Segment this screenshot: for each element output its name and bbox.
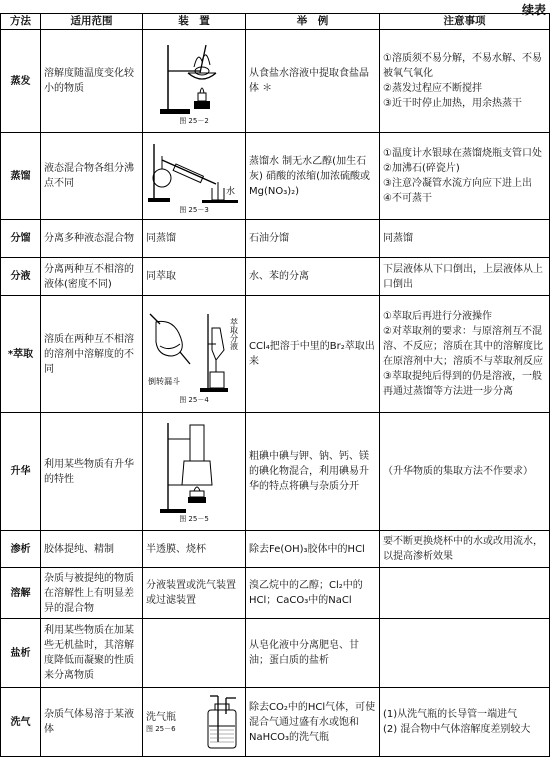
note-line: ③萃取提纯后得到的仍是溶液，一般再通过蒸馏等方法进一步分离 (383, 371, 542, 397)
table-row (1, 296, 550, 413)
note-line: ②蒸发过程应不断搅拌 (383, 83, 482, 94)
example-cell: 溴乙烷中的乙醇；Cl₂中的HCl；CaCO₃中的NaCl (246, 568, 380, 619)
example-cell: 石油分馏 (246, 220, 380, 258)
figure-caption: 图 25－4 (179, 395, 209, 404)
note-line: ③注意冷凝管水流方向应下进上出 (383, 178, 532, 189)
header-notes: 注意事项 (380, 14, 550, 30)
apparatus-cell (143, 619, 246, 688)
note-line: (2) 混合物中气体溶解度差别较大 (383, 724, 531, 735)
note-line: ②对萃取剂的要求：与原溶剂互不混溶、不反应；溶质在其中的溶解度比在原溶剂中大；溶质不与萃取剂反应 (383, 326, 543, 367)
scope-cell: 分离多种液态混合物 (41, 220, 143, 258)
scope-cell: 利用某些物质有升华的特性 (41, 413, 143, 531)
scope-cell: 胶体提纯、精制 (41, 531, 143, 568)
apparatus-cell: 分液装置或洗气装置或过滤装置 (143, 568, 246, 619)
water-label: 水 (226, 186, 236, 197)
scope-cell: 液态混合物各组分沸点不同 (41, 133, 143, 220)
note-line: ①温度计水银球在蒸馏烧瓶支管口处 (383, 148, 542, 159)
gas-washing-bottle-icon (202, 694, 242, 750)
table-row (1, 133, 550, 220)
method-cell: 分液 (1, 258, 41, 296)
figure-caption: 图 25－2 (179, 116, 209, 125)
method-cell: 蒸发 (1, 30, 41, 133)
table-row (1, 30, 550, 133)
continued-label: 续表 (521, 3, 546, 17)
note-line: ③近干时停止加热，用余热蒸干 (383, 98, 522, 109)
figure-caption: 图 25－6 (146, 725, 176, 733)
notes-cell (380, 296, 550, 413)
gas-washing-bottle-label: 洗气瓶 (146, 712, 176, 723)
example-cell: CCl₄把溶于中里的Br₂萃取出来 (246, 296, 380, 413)
header-row (1, 14, 550, 30)
header-apparatus: 装 置 (143, 14, 246, 30)
extraction-apparatus-icon (146, 304, 244, 396)
note-line: ④不可蒸干 (383, 193, 432, 204)
notes-cell (380, 133, 550, 220)
method-cell: 升华 (1, 413, 41, 531)
notes-cell (380, 688, 550, 757)
scope-cell: 溶质在两种互不相溶的溶剂中溶解度的不同 (41, 296, 143, 413)
apparatus-cell (143, 30, 246, 133)
example-cell: 除去CO₂中的HCl气体，可使混合气通过盛有水或饱和NaHCO₃的洗气瓶 (246, 688, 380, 757)
scope-cell: 杂质与被提纯的物质在溶解性上有明显差异的混合物 (41, 568, 143, 619)
example-cell: 从食盐水溶液中提取食盐晶体 ＊ (246, 30, 380, 133)
table-row (1, 568, 550, 619)
apparatus-cell (143, 133, 246, 220)
example-cell: 从皂化液中分离肥皂、甘油；蛋白质的盐析 (246, 619, 380, 688)
table-row (1, 619, 550, 688)
apparatus-cell: 同蒸馏 (143, 220, 246, 258)
table-row (1, 531, 550, 568)
notes-cell (380, 619, 550, 688)
notes-cell: 下层液体从下口倒出，上层液体从上口倒出 (380, 258, 550, 296)
evaporation-apparatus-icon (154, 37, 234, 117)
notes-cell (380, 30, 550, 133)
note-line: (1)从洗气瓶的长导管一端进气 (383, 709, 518, 720)
example-cell: 除去Fe(OH)₃胶体中的HCl (246, 531, 380, 568)
figure-caption: 图 25－3 (179, 205, 209, 214)
apparatus-cell (143, 413, 246, 531)
note-line: ①萃取后再进行分液操作 (383, 311, 492, 322)
method-cell: 洗气 (1, 688, 41, 757)
apparatus-cell (143, 688, 246, 757)
sublimation-apparatus-icon (154, 419, 234, 515)
table-row (1, 688, 550, 757)
method-cell: *萃取 (1, 296, 41, 413)
notes-cell: 同蒸馏 (380, 220, 550, 258)
notes-cell: （升华物质的集取方法不作要求） (380, 413, 550, 531)
apparatus-cell (143, 296, 246, 413)
method-cell: 盐析 (1, 619, 41, 688)
example-cell: 水、苯的分离 (246, 258, 380, 296)
table-row (1, 258, 550, 296)
table-row (1, 413, 550, 531)
distillation-apparatus-icon (146, 138, 244, 206)
notes-cell: 要不断更换烧杯中的水或改用流水，以提高渗析效果 (380, 531, 550, 568)
example-cell: 粗碘中碘与钾、钠、钙、镁的碘化物混合，利用碘易升华的特点将碘与杂质分开 (246, 413, 380, 531)
method-cell: 蒸馏 (1, 133, 41, 220)
scope-cell: 溶解度随温度变化较小的物质 (41, 30, 143, 133)
method-cell: 溶解 (1, 568, 41, 619)
notes-cell (380, 568, 550, 619)
figure-caption: 图 25－5 (179, 515, 209, 523)
header-scope: 适用范围 (41, 14, 143, 30)
example-cell: 蒸馏水 制无水乙醇(加生石灰) 硝酸的浓缩(加浓硫酸或Mg(NO₃)₂) (246, 133, 380, 220)
apparatus-cell: 半透膜、烧杯 (143, 531, 246, 568)
header-method: 方法 (1, 14, 41, 30)
note-line: ①溶质须不易分解，不易水解、不易被氧气氧化 (383, 53, 542, 79)
scope-cell: 杂质气体易溶于某液体 (41, 688, 143, 757)
extract-separate-label: 萃取分液 (229, 317, 239, 350)
method-cell: 分馏 (1, 220, 41, 258)
inverted-funnel-label: 倒转漏斗 (148, 376, 180, 386)
apparatus-cell: 同萃取 (143, 258, 246, 296)
note-line: ②加沸石(碎瓷片) (383, 163, 460, 174)
header-example: 举 例 (246, 14, 380, 30)
separation-methods-table (0, 13, 550, 757)
method-cell: 渗析 (1, 531, 41, 568)
scope-cell: 利用某些物质在加某些无机盐时，其溶解度降低而凝聚的性质来分离物质 (41, 619, 143, 688)
scope-cell: 分离两种互不相溶的液体(密度不同) (41, 258, 143, 296)
table-row (1, 220, 550, 258)
